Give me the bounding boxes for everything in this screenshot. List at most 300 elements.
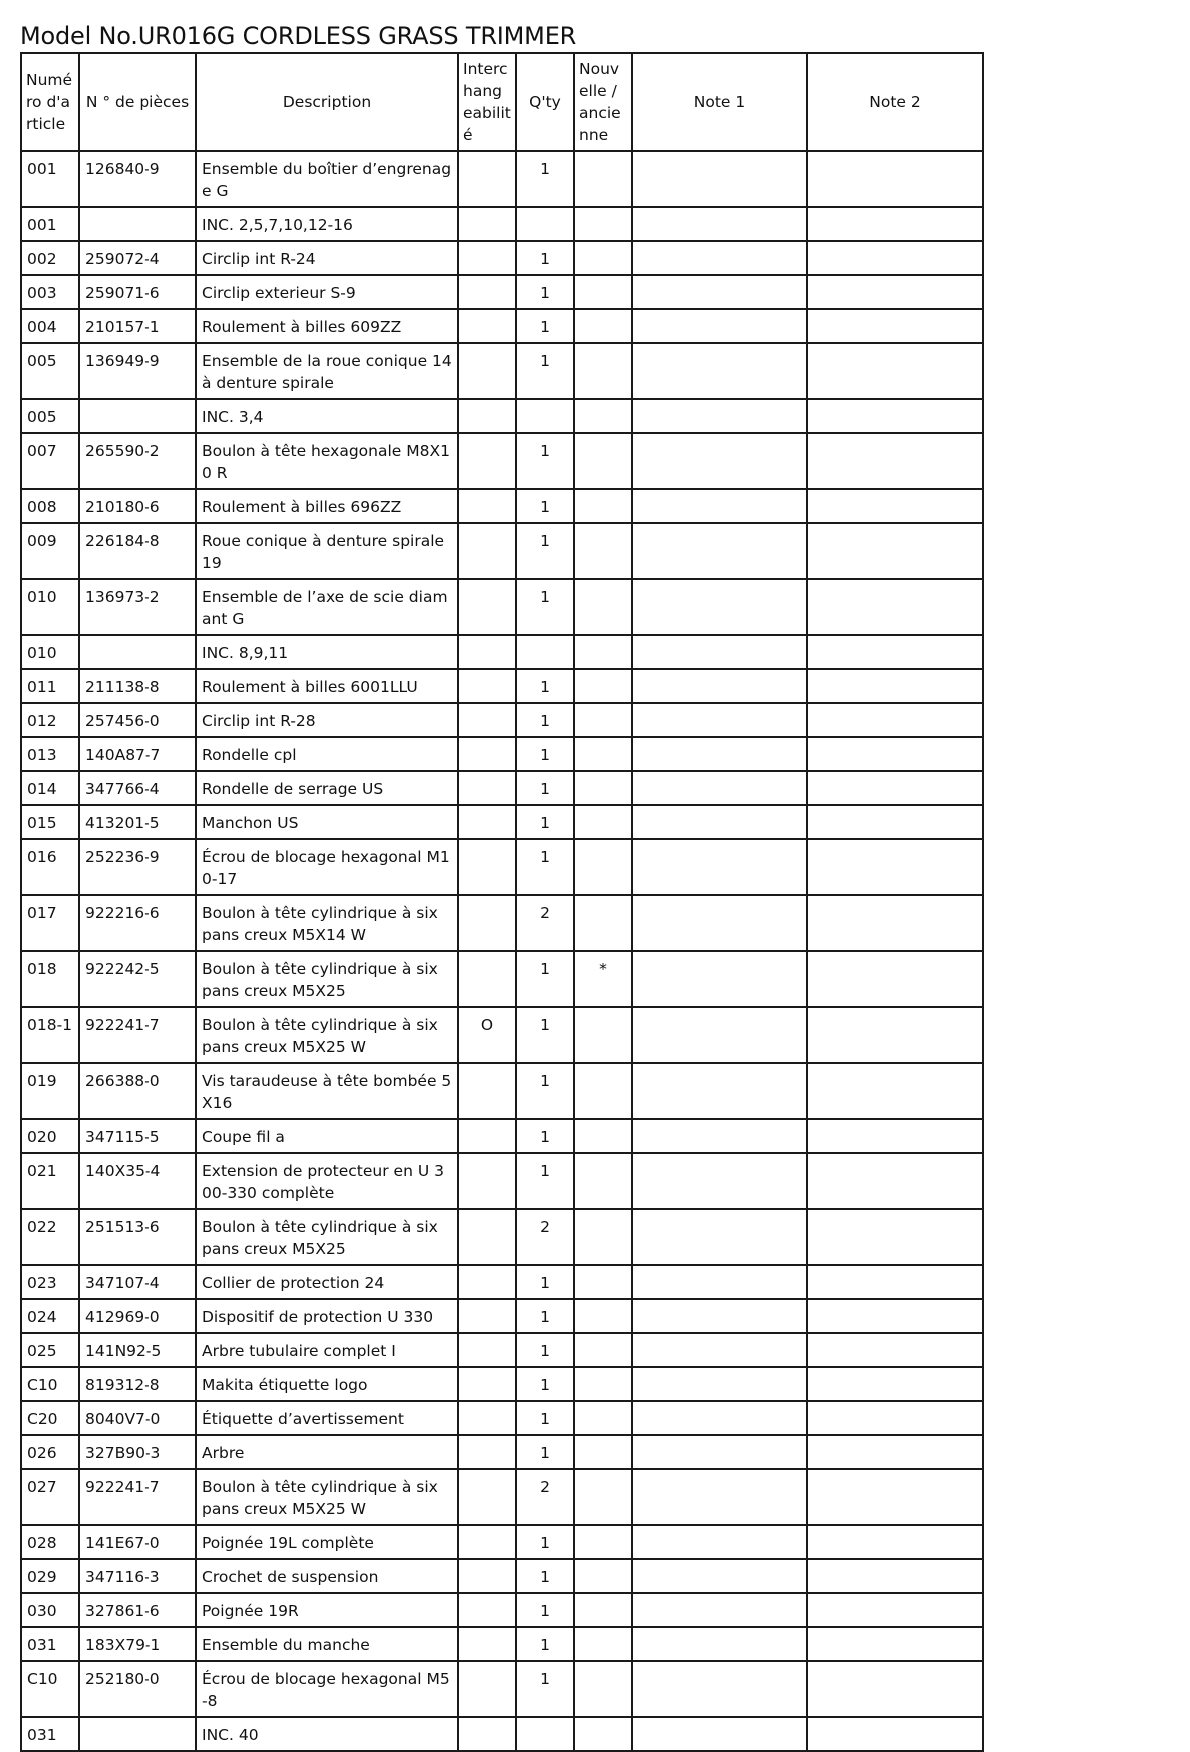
cell-item-no: 007 xyxy=(21,433,79,489)
table-row xyxy=(21,1469,983,1525)
cell-item-no: 011 xyxy=(21,669,79,703)
header-note2: Note 2 xyxy=(807,53,983,151)
cell-note2 xyxy=(807,275,983,309)
cell-description: Dispositif de protection U 330 xyxy=(196,1299,458,1333)
cell-new-old xyxy=(574,737,632,771)
cell-new-old xyxy=(574,1299,632,1333)
cell-qty: 1 xyxy=(516,1559,574,1593)
cell-part-no: 259071-6 xyxy=(79,275,196,309)
table-row xyxy=(21,151,983,207)
cell-note2 xyxy=(807,1717,983,1751)
cell-description: Boulon à tête cylindrique à six pans creux M5X14 W xyxy=(196,895,458,951)
cell-qty: 1 xyxy=(516,703,574,737)
cell-item-no: 010 xyxy=(21,579,79,635)
cell-part-no xyxy=(79,635,196,669)
cell-item-no: 017 xyxy=(21,895,79,951)
cell-item-no: 026 xyxy=(21,1435,79,1469)
cell-description: Coupe fil a xyxy=(196,1119,458,1153)
cell-note2 xyxy=(807,1559,983,1593)
cell-new-old xyxy=(574,309,632,343)
cell-part-no: 347116-3 xyxy=(79,1559,196,1593)
cell-note1 xyxy=(632,805,807,839)
cell-new-old xyxy=(574,1007,632,1063)
cell-part-no: 266388-0 xyxy=(79,1063,196,1119)
cell-qty xyxy=(516,399,574,433)
table-header-row xyxy=(21,53,983,151)
cell-note2 xyxy=(807,433,983,489)
cell-interchangeability xyxy=(458,207,516,241)
cell-description: Boulon à tête cylindrique à six pans creux M5X25 xyxy=(196,1209,458,1265)
cell-new-old xyxy=(574,579,632,635)
cell-item-no: 029 xyxy=(21,1559,79,1593)
header-description: Description xyxy=(196,53,458,151)
table-row xyxy=(21,241,983,275)
cell-note1 xyxy=(632,1367,807,1401)
cell-qty: 1 xyxy=(516,523,574,579)
cell-note2 xyxy=(807,399,983,433)
table-row xyxy=(21,1525,983,1559)
cell-new-old xyxy=(574,895,632,951)
cell-qty xyxy=(516,207,574,241)
cell-item-no: 005 xyxy=(21,399,79,433)
cell-note1 xyxy=(632,1153,807,1209)
cell-part-no: 922242-5 xyxy=(79,951,196,1007)
cell-qty: 1 xyxy=(516,1593,574,1627)
cell-new-old xyxy=(574,1559,632,1593)
table-row xyxy=(21,1593,983,1627)
cell-note1 xyxy=(632,1333,807,1367)
cell-qty: 1 xyxy=(516,1661,574,1717)
cell-new-old: * xyxy=(574,951,632,1007)
cell-item-no: 025 xyxy=(21,1333,79,1367)
cell-note1 xyxy=(632,1559,807,1593)
cell-note2 xyxy=(807,951,983,1007)
cell-part-no: 141E67-0 xyxy=(79,1525,196,1559)
cell-qty: 1 xyxy=(516,737,574,771)
cell-item-no: 018-1 xyxy=(21,1007,79,1063)
cell-interchangeability xyxy=(458,1299,516,1333)
cell-part-no xyxy=(79,207,196,241)
cell-new-old xyxy=(574,1367,632,1401)
cell-part-no: 327861-6 xyxy=(79,1593,196,1627)
cell-part-no: 412969-0 xyxy=(79,1299,196,1333)
cell-description: Étiquette d’avertissement xyxy=(196,1401,458,1435)
cell-note2 xyxy=(807,489,983,523)
cell-note2 xyxy=(807,895,983,951)
cell-qty: 1 xyxy=(516,839,574,895)
cell-new-old xyxy=(574,151,632,207)
table-row xyxy=(21,805,983,839)
cell-item-no: 001 xyxy=(21,207,79,241)
cell-note2 xyxy=(807,635,983,669)
cell-item-no: 023 xyxy=(21,1265,79,1299)
document-title: Model No.UR016G CORDLESS GRASS TRIMMER xyxy=(20,22,577,50)
cell-qty: 1 xyxy=(516,1063,574,1119)
cell-new-old xyxy=(574,489,632,523)
cell-note2 xyxy=(807,1333,983,1367)
cell-description: Roulement à billes 609ZZ xyxy=(196,309,458,343)
cell-part-no: 259072-4 xyxy=(79,241,196,275)
cell-interchangeability xyxy=(458,839,516,895)
cell-new-old xyxy=(574,1469,632,1525)
cell-new-old xyxy=(574,275,632,309)
cell-new-old xyxy=(574,1593,632,1627)
cell-description: Boulon à tête hexagonale M8X10 R xyxy=(196,433,458,489)
cell-interchangeability xyxy=(458,399,516,433)
cell-qty: 1 xyxy=(516,1627,574,1661)
cell-description: Roulement à billes 696ZZ xyxy=(196,489,458,523)
cell-note1 xyxy=(632,1063,807,1119)
cell-interchangeability xyxy=(458,1717,516,1751)
cell-interchangeability xyxy=(458,1525,516,1559)
cell-part-no: 327B90-3 xyxy=(79,1435,196,1469)
table-row xyxy=(21,1153,983,1209)
cell-new-old xyxy=(574,1209,632,1265)
cell-qty: 1 xyxy=(516,309,574,343)
cell-item-no: C20 xyxy=(21,1401,79,1435)
cell-description: Arbre xyxy=(196,1435,458,1469)
cell-item-no: 008 xyxy=(21,489,79,523)
cell-description: Ensemble de la roue conique 14 à denture spirale xyxy=(196,343,458,399)
cell-part-no: 347115-5 xyxy=(79,1119,196,1153)
cell-part-no: 922241-7 xyxy=(79,1007,196,1063)
cell-description: Boulon à tête cylindrique à six pans creux M5X25 xyxy=(196,951,458,1007)
cell-description: INC. 40 xyxy=(196,1717,458,1751)
cell-description: INC. 3,4 xyxy=(196,399,458,433)
cell-description: Ensemble de l’axe de scie diamant G xyxy=(196,579,458,635)
cell-interchangeability xyxy=(458,579,516,635)
cell-part-no xyxy=(79,399,196,433)
cell-item-no: 018 xyxy=(21,951,79,1007)
table-row xyxy=(21,1661,983,1717)
table-row xyxy=(21,1007,983,1063)
cell-interchangeability xyxy=(458,1119,516,1153)
cell-description: Collier de protection 24 xyxy=(196,1265,458,1299)
cell-part-no: 252180-0 xyxy=(79,1661,196,1717)
cell-qty: 1 xyxy=(516,951,574,1007)
cell-note1 xyxy=(632,1469,807,1525)
cell-description: Boulon à tête cylindrique à six pans creux M5X25 W xyxy=(196,1007,458,1063)
table-row xyxy=(21,1559,983,1593)
cell-interchangeability xyxy=(458,1661,516,1717)
cell-note1 xyxy=(632,343,807,399)
cell-note2 xyxy=(807,1007,983,1063)
cell-qty: 2 xyxy=(516,1469,574,1525)
cell-interchangeability xyxy=(458,771,516,805)
cell-new-old xyxy=(574,1435,632,1469)
table-row xyxy=(21,1627,983,1661)
cell-description: Poignée 19L complète xyxy=(196,1525,458,1559)
cell-qty: 1 xyxy=(516,1367,574,1401)
cell-new-old xyxy=(574,771,632,805)
cell-part-no: 252236-9 xyxy=(79,839,196,895)
cell-part-no: 347107-4 xyxy=(79,1265,196,1299)
cell-qty: 1 xyxy=(516,1299,574,1333)
cell-qty: 1 xyxy=(516,669,574,703)
cell-part-no: 136973-2 xyxy=(79,579,196,635)
cell-note2 xyxy=(807,1367,983,1401)
cell-interchangeability xyxy=(458,1593,516,1627)
cell-interchangeability xyxy=(458,1367,516,1401)
cell-description: Manchon US xyxy=(196,805,458,839)
cell-interchangeability xyxy=(458,1265,516,1299)
cell-note2 xyxy=(807,241,983,275)
cell-qty: 1 xyxy=(516,241,574,275)
header-part-no: N ° de pièces xyxy=(79,53,196,151)
table-row xyxy=(21,1265,983,1299)
cell-new-old xyxy=(574,1401,632,1435)
cell-interchangeability xyxy=(458,805,516,839)
cell-note2 xyxy=(807,1063,983,1119)
cell-note1 xyxy=(632,1525,807,1559)
cell-interchangeability xyxy=(458,489,516,523)
cell-interchangeability xyxy=(458,1333,516,1367)
cell-description: Arbre tubulaire complet I xyxy=(196,1333,458,1367)
cell-description: Boulon à tête cylindrique à six pans creux M5X25 W xyxy=(196,1469,458,1525)
cell-item-no: 021 xyxy=(21,1153,79,1209)
cell-note1 xyxy=(632,771,807,805)
cell-note2 xyxy=(807,1299,983,1333)
cell-note2 xyxy=(807,1469,983,1525)
cell-note2 xyxy=(807,1153,983,1209)
cell-note2 xyxy=(807,1435,983,1469)
cell-part-no: 210180-6 xyxy=(79,489,196,523)
table-row xyxy=(21,737,983,771)
cell-new-old xyxy=(574,669,632,703)
cell-note2 xyxy=(807,343,983,399)
cell-item-no: 031 xyxy=(21,1627,79,1661)
cell-qty: 1 xyxy=(516,489,574,523)
cell-qty: 1 xyxy=(516,343,574,399)
cell-note1 xyxy=(632,1265,807,1299)
cell-new-old xyxy=(574,1333,632,1367)
cell-note2 xyxy=(807,1401,983,1435)
table-row xyxy=(21,1717,983,1751)
cell-new-old xyxy=(574,805,632,839)
cell-interchangeability xyxy=(458,151,516,207)
header-item-no: Numéro d'article xyxy=(21,53,79,151)
cell-new-old xyxy=(574,1265,632,1299)
table-row xyxy=(21,951,983,1007)
cell-item-no: 012 xyxy=(21,703,79,737)
table-row xyxy=(21,579,983,635)
table-row xyxy=(21,1367,983,1401)
cell-qty: 1 xyxy=(516,1435,574,1469)
cell-item-no: 015 xyxy=(21,805,79,839)
cell-interchangeability xyxy=(458,433,516,489)
cell-part-no: 211138-8 xyxy=(79,669,196,703)
cell-qty: 1 xyxy=(516,1333,574,1367)
cell-note2 xyxy=(807,1209,983,1265)
cell-item-no: 014 xyxy=(21,771,79,805)
cell-part-no: 126840-9 xyxy=(79,151,196,207)
cell-note1 xyxy=(632,951,807,1007)
cell-description: Roulement à billes 6001LLU xyxy=(196,669,458,703)
cell-new-old xyxy=(574,241,632,275)
cell-qty: 1 xyxy=(516,579,574,635)
cell-part-no: 819312-8 xyxy=(79,1367,196,1401)
cell-note2 xyxy=(807,207,983,241)
cell-item-no: 003 xyxy=(21,275,79,309)
cell-part-no: 347766-4 xyxy=(79,771,196,805)
cell-part-no: 257456-0 xyxy=(79,703,196,737)
header-note1: Note 1 xyxy=(632,53,807,151)
header-interchangeability: Interchangeabilité xyxy=(458,53,516,151)
cell-item-no: C10 xyxy=(21,1661,79,1717)
table-row xyxy=(21,1063,983,1119)
header-new-old: Nouvelle / ancienne xyxy=(574,53,632,151)
cell-part-no: 413201-5 xyxy=(79,805,196,839)
cell-description: INC. 2,5,7,10,12-16 xyxy=(196,207,458,241)
cell-qty: 1 xyxy=(516,433,574,489)
cell-item-no: 024 xyxy=(21,1299,79,1333)
cell-interchangeability xyxy=(458,1153,516,1209)
cell-interchangeability xyxy=(458,703,516,737)
cell-note1 xyxy=(632,737,807,771)
cell-note2 xyxy=(807,771,983,805)
cell-note1 xyxy=(632,579,807,635)
cell-description: Rondelle cpl xyxy=(196,737,458,771)
cell-note1 xyxy=(632,1209,807,1265)
cell-qty: 1 xyxy=(516,1265,574,1299)
cell-new-old xyxy=(574,433,632,489)
cell-note2 xyxy=(807,1265,983,1299)
cell-interchangeability xyxy=(458,737,516,771)
cell-new-old xyxy=(574,1717,632,1751)
cell-note1 xyxy=(632,1717,807,1751)
cell-item-no: 031 xyxy=(21,1717,79,1751)
cell-interchangeability xyxy=(458,241,516,275)
table-row xyxy=(21,309,983,343)
cell-note1 xyxy=(632,669,807,703)
cell-item-no: 027 xyxy=(21,1469,79,1525)
cell-new-old xyxy=(574,399,632,433)
cell-note1 xyxy=(632,1661,807,1717)
cell-note2 xyxy=(807,1593,983,1627)
cell-item-no: 016 xyxy=(21,839,79,895)
cell-new-old xyxy=(574,1153,632,1209)
table-row xyxy=(21,343,983,399)
cell-note1 xyxy=(632,1627,807,1661)
cell-note2 xyxy=(807,1627,983,1661)
table-row xyxy=(21,1435,983,1469)
cell-note1 xyxy=(632,151,807,207)
table-row xyxy=(21,1209,983,1265)
cell-qty: 2 xyxy=(516,895,574,951)
cell-interchangeability xyxy=(458,1063,516,1119)
cell-description: Circlip exterieur S-9 xyxy=(196,275,458,309)
cell-item-no: 004 xyxy=(21,309,79,343)
table-row xyxy=(21,489,983,523)
table-row xyxy=(21,275,983,309)
table-row xyxy=(21,523,983,579)
cell-item-no: 009 xyxy=(21,523,79,579)
cell-note1 xyxy=(632,703,807,737)
cell-new-old xyxy=(574,207,632,241)
table-row xyxy=(21,771,983,805)
cell-part-no: 141N92-5 xyxy=(79,1333,196,1367)
cell-description: Circlip int R-28 xyxy=(196,703,458,737)
cell-new-old xyxy=(574,1063,632,1119)
table-row xyxy=(21,635,983,669)
cell-item-no: 020 xyxy=(21,1119,79,1153)
cell-interchangeability xyxy=(458,275,516,309)
cell-new-old xyxy=(574,839,632,895)
table-row xyxy=(21,895,983,951)
cell-part-no: 922241-7 xyxy=(79,1469,196,1525)
cell-new-old xyxy=(574,1525,632,1559)
table-row xyxy=(21,669,983,703)
cell-qty xyxy=(516,635,574,669)
header-qty: Q'ty xyxy=(516,53,574,151)
cell-note1 xyxy=(632,489,807,523)
cell-interchangeability xyxy=(458,635,516,669)
cell-part-no: 140X35-4 xyxy=(79,1153,196,1209)
cell-note2 xyxy=(807,1119,983,1153)
cell-note1 xyxy=(632,635,807,669)
cell-description: Écrou de blocage hexagonal M10-17 xyxy=(196,839,458,895)
cell-note2 xyxy=(807,737,983,771)
cell-interchangeability xyxy=(458,343,516,399)
cell-note2 xyxy=(807,151,983,207)
cell-part-no xyxy=(79,1717,196,1751)
cell-qty: 1 xyxy=(516,151,574,207)
parts-table xyxy=(20,52,984,1752)
cell-interchangeability xyxy=(458,895,516,951)
cell-part-no: 183X79-1 xyxy=(79,1627,196,1661)
cell-qty: 1 xyxy=(516,275,574,309)
cell-item-no: 002 xyxy=(21,241,79,275)
cell-description: INC. 8,9,11 xyxy=(196,635,458,669)
cell-description: Vis taraudeuse à tête bombée 5X16 xyxy=(196,1063,458,1119)
cell-qty: 1 xyxy=(516,805,574,839)
cell-interchangeability: O xyxy=(458,1007,516,1063)
cell-part-no: 140A87-7 xyxy=(79,737,196,771)
cell-note2 xyxy=(807,523,983,579)
cell-note1 xyxy=(632,1593,807,1627)
cell-note1 xyxy=(632,399,807,433)
cell-interchangeability xyxy=(458,669,516,703)
cell-note2 xyxy=(807,669,983,703)
cell-new-old xyxy=(574,343,632,399)
cell-qty: 1 xyxy=(516,1119,574,1153)
cell-interchangeability xyxy=(458,1559,516,1593)
cell-note2 xyxy=(807,1525,983,1559)
cell-item-no: 010 xyxy=(21,635,79,669)
cell-description: Rondelle de serrage US xyxy=(196,771,458,805)
cell-qty: 1 xyxy=(516,771,574,805)
cell-item-no: 005 xyxy=(21,343,79,399)
table-row xyxy=(21,207,983,241)
cell-item-no: 030 xyxy=(21,1593,79,1627)
cell-new-old xyxy=(574,635,632,669)
cell-qty: 2 xyxy=(516,1209,574,1265)
cell-new-old xyxy=(574,1661,632,1717)
cell-note2 xyxy=(807,309,983,343)
cell-qty: 1 xyxy=(516,1525,574,1559)
cell-note1 xyxy=(632,275,807,309)
cell-part-no: 251513-6 xyxy=(79,1209,196,1265)
cell-description: Makita étiquette logo xyxy=(196,1367,458,1401)
cell-note1 xyxy=(632,207,807,241)
cell-note1 xyxy=(632,1007,807,1063)
cell-note1 xyxy=(632,241,807,275)
cell-new-old xyxy=(574,703,632,737)
table-row xyxy=(21,433,983,489)
cell-part-no: 210157-1 xyxy=(79,309,196,343)
cell-new-old xyxy=(574,1627,632,1661)
cell-note1 xyxy=(632,1299,807,1333)
